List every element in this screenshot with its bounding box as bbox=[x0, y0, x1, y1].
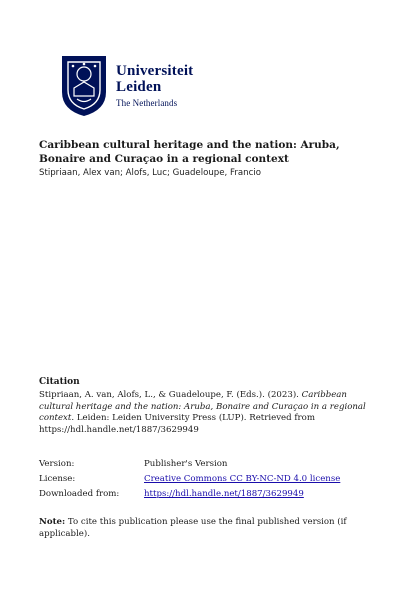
logo-wordmark bbox=[116, 64, 193, 108]
license-label: License: bbox=[39, 473, 76, 484]
university-logo bbox=[58, 52, 208, 118]
meta-row-version bbox=[39, 456, 379, 471]
meta-row-license bbox=[39, 471, 379, 486]
citation-section bbox=[39, 377, 369, 437]
version-value: Publisher's Version bbox=[144, 458, 228, 469]
note-text: To cite this publication please use the final published version (if applicable). bbox=[39, 517, 347, 539]
license-link[interactable]: Creative Commons CC BY-NC-ND 4.0 license bbox=[144, 473, 341, 484]
logo-line-netherlands: The Netherlands bbox=[116, 98, 178, 108]
logo-line-leiden: Leiden bbox=[116, 79, 162, 95]
note-label: Note: bbox=[39, 517, 66, 527]
downloaded-link[interactable]: https://hdl.handle.net/1887/3629949 bbox=[144, 488, 304, 499]
metadata-table bbox=[39, 456, 379, 501]
citation-italic-title: Caribbean cultural heritage and the nation: Aruba, Bonaire and Curaçao in a regional context bbox=[39, 389, 366, 424]
publication-title: Caribbean cultural heritage and the nation: Aruba, Bonaire and Curaçao in a regional context bbox=[39, 139, 340, 165]
meta-row-downloaded bbox=[39, 486, 379, 501]
citation-text bbox=[39, 390, 369, 437]
downloaded-label: Downloaded from: bbox=[39, 488, 120, 499]
publication-authors: Stipriaan, Alex van; Alofs, Luc; Guadeloupe, Francio bbox=[39, 168, 261, 178]
citation-part2: . Leiden: Leiden University Press (LUP). Retrieved from https://hdl.handle.net/1887/3629949 bbox=[39, 413, 315, 436]
citation-part1: Stipriaan, A. van, Alofs, L., & Guadeloupe, F. (Eds.). (2023). bbox=[39, 389, 302, 400]
version-label: Version: bbox=[39, 458, 75, 469]
citation-heading: Citation bbox=[39, 377, 80, 387]
logo-line-universiteit: Universiteit bbox=[116, 63, 194, 79]
leiden-seal-icon bbox=[58, 52, 110, 118]
note-section bbox=[39, 516, 369, 540]
